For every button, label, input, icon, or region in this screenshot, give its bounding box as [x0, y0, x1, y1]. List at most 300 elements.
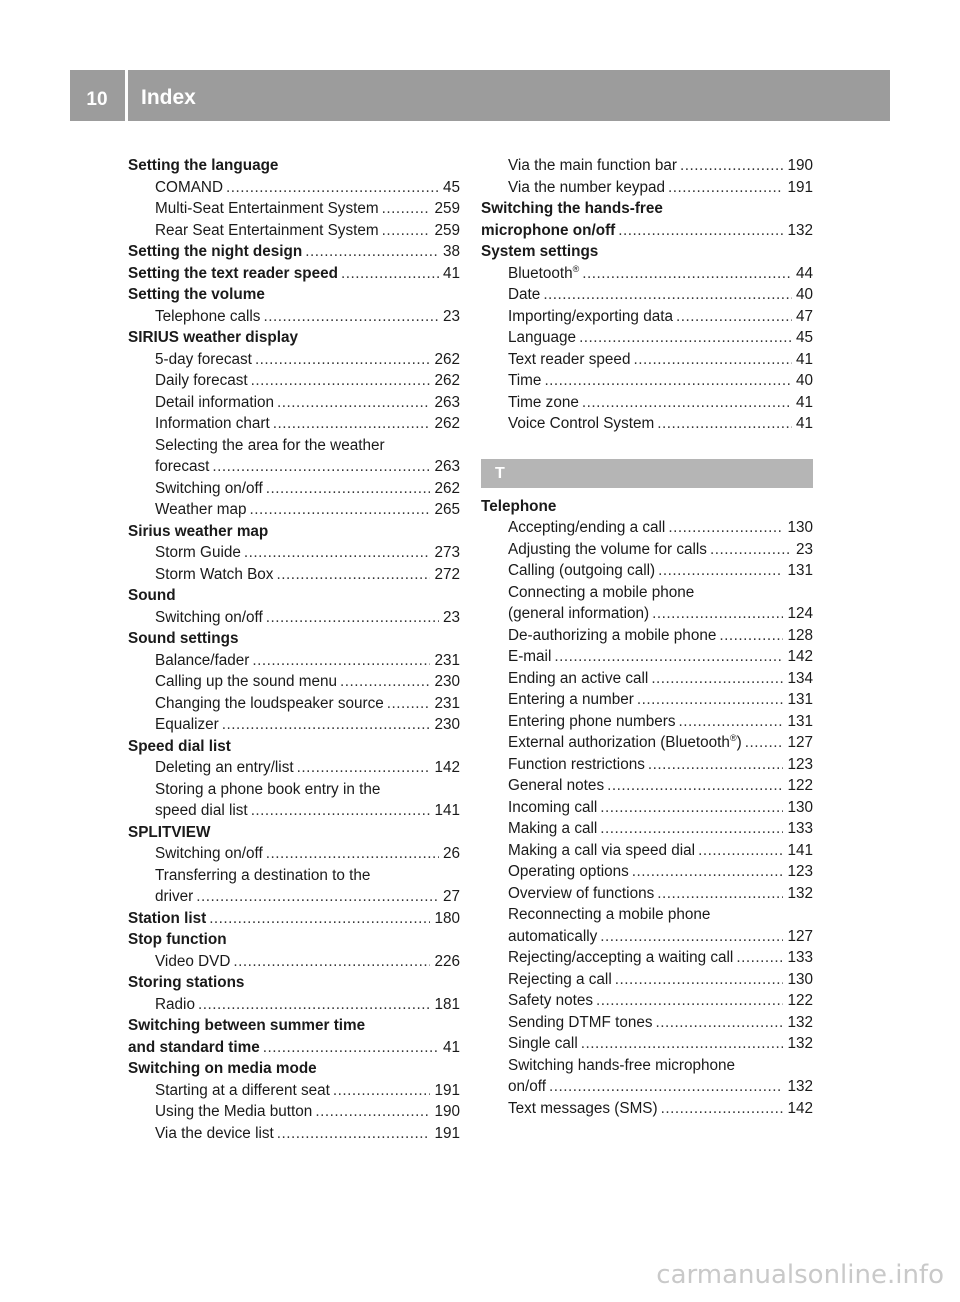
entry-text: Reconnecting a mobile phone: [508, 906, 711, 923]
index-entry-sub: [481, 392, 813, 414]
index-entry-sub: [128, 435, 460, 457]
page-reference: 26: [442, 845, 460, 862]
entry-text: Setting the text reader speed: [128, 264, 338, 282]
entry-text: driver: [155, 888, 194, 905]
page-reference: 142: [787, 1099, 813, 1117]
entry-text: Telephone calls: [155, 307, 261, 325]
dot-leader: [633, 349, 792, 371]
index-entry-sub: [481, 904, 813, 926]
page-reference: 263: [434, 458, 460, 475]
registered-mark: ®: [572, 263, 580, 274]
page-reference: 41: [795, 415, 813, 432]
page-reference: 132: [787, 1013, 813, 1031]
dot-leader: [263, 1037, 439, 1059]
dot-leader: [618, 220, 783, 242]
page-reference: 132: [787, 221, 813, 239]
entry-text: Making a call via speed dial: [508, 841, 696, 859]
page-reference: 40: [795, 372, 813, 389]
dot-leader: [745, 732, 784, 754]
dot-leader: [266, 607, 439, 629]
dot-leader: [658, 560, 783, 582]
index-entry-sub: [128, 413, 460, 435]
dot-leader: [668, 177, 783, 199]
page-reference: 262: [434, 479, 460, 497]
index-entry-sub: [481, 797, 813, 819]
entry-text: Overview of functions: [508, 884, 655, 902]
page-reference: 23: [795, 540, 813, 558]
page-reference: 128: [787, 626, 813, 644]
dot-leader: [305, 241, 439, 263]
dot-leader: [255, 349, 431, 371]
entry-text: Using the Media button: [155, 1103, 313, 1120]
page-reference: 131: [787, 691, 813, 708]
index-entry-main: [128, 1037, 460, 1059]
page-number: 10: [86, 88, 108, 110]
dot-leader: [651, 668, 783, 690]
index-entry-sub: [128, 693, 460, 715]
index-entry-sub: [128, 349, 460, 371]
page-reference: 127: [787, 734, 813, 751]
dot-leader: [579, 327, 792, 349]
index-list-right-top: [481, 155, 813, 435]
entry-text: (general information): [508, 605, 650, 622]
entry-text: microphone on/off: [481, 221, 616, 239]
index-entry-sub: [128, 714, 460, 736]
index-entry-sub: [481, 370, 813, 392]
entry-text: Information chart: [155, 415, 270, 432]
entry-text: Setting the volume: [128, 286, 265, 303]
index-entry-sub: [481, 732, 813, 754]
dot-leader: [652, 603, 783, 625]
page-reference: 190: [434, 1103, 460, 1120]
entry-text: Single call: [508, 1035, 578, 1052]
entry-text: Voice Control System: [508, 415, 655, 432]
index-entry-main: [128, 155, 460, 177]
entry-text: Language: [508, 329, 577, 346]
entry-text: Multi-Seat Entertainment System: [155, 200, 379, 217]
index-entry-sub: [481, 883, 813, 905]
index-entry-sub: [481, 177, 813, 199]
entry-text: External authorization (Bluetooth®): [508, 732, 742, 751]
entry-text: Storm Watch Box: [155, 565, 274, 583]
entry-text: System settings: [481, 243, 599, 260]
entry-text: Entering a number: [508, 691, 634, 708]
page-reference: 259: [434, 221, 460, 239]
entry-text: Importing/exporting data: [508, 307, 673, 325]
index-entry-sub: [128, 177, 460, 199]
page-reference: 41: [442, 264, 460, 282]
page-reference: 230: [434, 716, 460, 733]
index-entry-sub: [128, 392, 460, 414]
entry-text: Station list: [128, 909, 207, 927]
index-entry-sub: [128, 671, 460, 693]
dot-leader: [736, 947, 783, 969]
dot-leader: [382, 198, 431, 220]
page-reference: 191: [787, 178, 813, 196]
entry-text: Via the number keypad: [508, 178, 666, 196]
entry-text: forecast: [155, 458, 210, 475]
index-entry-main: [128, 1058, 460, 1080]
page-reference: 44: [795, 264, 813, 282]
section-gap: [481, 435, 813, 459]
index-entry-sub: [481, 775, 813, 797]
dot-leader: [661, 1098, 784, 1120]
entry-text: Accepting/ending a call: [508, 519, 666, 536]
index-entry-main: [128, 521, 460, 543]
index-entry-sub: [128, 499, 460, 521]
entry-text: De-authorizing a mobile phone: [508, 626, 717, 644]
page-reference: 262: [434, 350, 460, 368]
section-header-t: T: [481, 459, 813, 488]
entry-text: Bluetooth®: [508, 263, 580, 282]
entry-text: Sound: [128, 587, 176, 604]
dot-leader: [251, 800, 431, 822]
index-entry-sub: [481, 861, 813, 883]
index-entry-sub: [481, 840, 813, 862]
index-entry-main: [128, 822, 460, 844]
index-entry-sub: [128, 306, 460, 328]
dot-leader: [632, 861, 784, 883]
dot-leader: [277, 1123, 431, 1145]
entry-text: Daily forecast: [155, 372, 248, 389]
dot-leader: [212, 456, 430, 478]
dot-leader: [600, 818, 783, 840]
entry-text: Calling (outgoing call): [508, 562, 656, 579]
page-reference: 273: [434, 544, 460, 561]
dot-leader: [637, 689, 784, 711]
entry-text: Detail information: [155, 393, 275, 411]
entry-text: E-mail: [508, 648, 552, 665]
dot-leader: [209, 908, 430, 930]
page-reference: 141: [434, 802, 460, 819]
dot-leader: [549, 1076, 783, 1098]
dot-leader: [198, 994, 431, 1016]
entry-text: Text reader speed: [508, 350, 631, 368]
entry-text: Time: [508, 372, 542, 389]
page-reference: 122: [787, 992, 813, 1009]
page-reference: 262: [434, 372, 460, 389]
dot-leader: [607, 775, 783, 797]
dot-leader: [543, 284, 792, 306]
index-entry-sub: [481, 539, 813, 561]
entry-text: Selecting the area for the weather: [155, 436, 385, 454]
index-entry-sub: [481, 263, 813, 285]
index-entry-sub: [128, 198, 460, 220]
page-reference: 230: [434, 673, 460, 690]
index-entry-sub: [481, 306, 813, 328]
page-reference: 123: [787, 755, 813, 773]
entry-text: Setting the night design: [128, 243, 303, 260]
entry-text: Rejecting/accepting a waiting call: [508, 949, 734, 966]
dot-leader: [657, 883, 783, 905]
page-reference: 133: [787, 949, 813, 966]
index-entry-sub: [128, 886, 460, 908]
dot-leader: [266, 478, 431, 500]
dot-leader: [657, 413, 792, 435]
dot-leader: [719, 625, 783, 647]
entry-text: Weather map: [155, 501, 247, 518]
dot-leader: [244, 542, 431, 564]
index-entry-main: [481, 496, 813, 518]
dot-leader: [582, 392, 792, 414]
page-reference: 41: [795, 393, 813, 411]
dot-leader: [252, 650, 430, 672]
entry-text: SIRIUS weather display: [128, 329, 299, 346]
index-entry-sub: [128, 607, 460, 629]
page-reference: 259: [434, 200, 460, 217]
entry-text: Function restrictions: [508, 755, 645, 773]
dot-leader: [554, 646, 783, 668]
dot-leader: [582, 263, 792, 285]
index-entry-sub: [481, 1012, 813, 1034]
index-entry-sub: [481, 990, 813, 1012]
entry-text: COMAND: [155, 178, 223, 196]
index-entry-sub: [128, 843, 460, 865]
dot-leader: [340, 671, 430, 693]
page-reference: 272: [434, 565, 460, 583]
entry-text: Switching on/off: [155, 608, 263, 626]
dot-leader: [544, 370, 792, 392]
dot-leader: [656, 1012, 784, 1034]
index-entry-sub: [481, 603, 813, 625]
index-entry-sub: [481, 947, 813, 969]
index-entry-sub: [481, 625, 813, 647]
page-reference: 265: [434, 501, 460, 518]
page-reference: 47: [795, 307, 813, 325]
entry-text: Starting at a different seat: [155, 1081, 330, 1099]
entry-text: Operating options: [508, 863, 629, 880]
entry-text: Making a call: [508, 820, 598, 837]
entry-text: and standard time: [128, 1038, 260, 1056]
entry-text: Changing the loudspeaker source: [155, 694, 384, 712]
index-entry-sub: [481, 413, 813, 435]
index-entry-main: [128, 1015, 460, 1037]
index-entry-main: [128, 327, 460, 349]
dot-leader: [600, 797, 783, 819]
entry-text: Ending an active call: [508, 669, 649, 687]
entry-text: Switching hands-free microphone: [508, 1056, 736, 1074]
entry-text: Setting the language: [128, 157, 279, 174]
index-entry-sub: [481, 1076, 813, 1098]
entry-text: Speed dial list: [128, 737, 231, 755]
page-reference: 181: [434, 995, 460, 1013]
index-entry-sub: [128, 564, 460, 586]
entry-text: Connecting a mobile phone: [508, 583, 695, 601]
page-reference: 27: [442, 888, 460, 905]
page-reference: 141: [787, 841, 813, 859]
page-reference: 132: [787, 1035, 813, 1052]
index-entry-sub: [481, 754, 813, 776]
entry-text: automatically: [508, 927, 598, 945]
index-entry-sub: [481, 1033, 813, 1055]
entry-text: Via the device list: [155, 1124, 274, 1142]
entry-text: Deleting an entry/list: [155, 759, 294, 776]
entry-text: SPLITVIEW: [128, 823, 211, 841]
page-reference: 23: [442, 307, 460, 325]
page-reference: 131: [787, 712, 813, 730]
dot-leader: [226, 177, 439, 199]
index-entry-sub: [481, 926, 813, 948]
dot-leader: [266, 843, 439, 865]
index-entry-sub: [481, 582, 813, 604]
index-entry-sub: [481, 668, 813, 690]
page-reference: 130: [787, 970, 813, 988]
index-entry-sub: [481, 327, 813, 349]
index-entry-sub: [481, 969, 813, 991]
entry-text: Telephone: [481, 497, 557, 515]
page-reference: 40: [795, 286, 813, 303]
page-reference: 231: [434, 694, 460, 712]
page-reference: 45: [795, 329, 813, 346]
page-reference: 142: [787, 648, 813, 665]
index-entry-sub: [128, 478, 460, 500]
dot-leader: [251, 370, 431, 392]
page-reference: 41: [442, 1038, 460, 1056]
index-entry-sub: [128, 542, 460, 564]
index-entry-sub: [481, 646, 813, 668]
entry-text: Storm Guide: [155, 544, 241, 561]
index-entry-sub: [128, 994, 460, 1016]
page-reference: 180: [434, 909, 460, 927]
index-entry-sub: [481, 517, 813, 539]
index-entry-sub: [481, 818, 813, 840]
registered-mark: ®: [729, 732, 737, 743]
dot-leader: [596, 990, 783, 1012]
page-reference: 23: [442, 608, 460, 626]
entry-text: Rear Seat Entertainment System: [155, 221, 379, 239]
entry-text: Stop function: [128, 931, 227, 948]
index-entry-sub: [128, 779, 460, 801]
index-entry-main: [128, 736, 460, 758]
page-reference: 263: [434, 393, 460, 411]
entry-text: Video DVD: [155, 952, 231, 970]
entry-text: Switching the hands-free: [481, 200, 663, 217]
index-entry-sub: [128, 865, 460, 887]
watermark: carmanualsonline.info: [656, 1260, 944, 1290]
index-entry-main: [128, 908, 460, 930]
index-entry-sub: [128, 951, 460, 973]
index-entry-main: [128, 929, 460, 951]
index-entry-sub: [128, 370, 460, 392]
entry-text: Switching between summer time: [128, 1017, 366, 1034]
entry-text: Switching on media mode: [128, 1060, 317, 1077]
index-column-left: [128, 155, 460, 1144]
index-entry-main: [481, 198, 813, 220]
dot-leader: [196, 886, 439, 908]
page-header: [70, 70, 890, 121]
index-entry-main: [128, 585, 460, 607]
entry-text: speed dial list: [155, 802, 248, 819]
dot-leader: [315, 1101, 430, 1123]
entry-text: Adjusting the volume for calls: [508, 540, 707, 558]
page-reference: 45: [442, 178, 460, 196]
index-entry-sub: [481, 1098, 813, 1120]
index-entry-sub: [481, 689, 813, 711]
dot-leader: [581, 1033, 784, 1055]
entry-text: Transferring a destination to the: [155, 866, 371, 884]
page-reference: 122: [787, 777, 813, 794]
page-reference: 231: [434, 651, 460, 669]
entry-text: Sound settings: [128, 630, 239, 647]
dot-leader: [710, 539, 792, 561]
entry-text: Calling up the sound menu: [155, 673, 337, 690]
page-reference: 130: [787, 519, 813, 536]
entry-text: Balance/fader: [155, 651, 250, 669]
dot-leader: [263, 306, 439, 328]
page-reference: 38: [442, 243, 460, 260]
page-reference: 226: [434, 952, 460, 970]
index-entry-main: [481, 241, 813, 263]
page-reference: 131: [787, 562, 813, 579]
index-entry-sub: [481, 284, 813, 306]
page-title: Index: [141, 85, 196, 109]
dot-leader: [648, 754, 784, 776]
page-reference: 130: [787, 798, 813, 816]
page-reference: 191: [434, 1081, 460, 1099]
dot-leader: [276, 564, 430, 586]
entry-text: Sending DTMF tones: [508, 1013, 653, 1031]
index-entry-sub: [481, 155, 813, 177]
dot-leader: [222, 714, 431, 736]
dot-leader: [680, 155, 784, 177]
index-entry-sub: [481, 711, 813, 733]
dot-leader: [250, 499, 431, 521]
page-reference: 124: [787, 605, 813, 622]
header-divider: [125, 70, 128, 121]
entry-text: Date: [508, 286, 541, 303]
page-reference: 142: [434, 759, 460, 776]
page-reference: 262: [434, 415, 460, 432]
dot-leader: [387, 693, 431, 715]
dot-leader: [277, 392, 430, 414]
index-column-right: [481, 155, 813, 1119]
index-list-right-bottom: [481, 496, 813, 1120]
index-entry-main: [128, 284, 460, 306]
entry-text: Via the main function bar: [508, 157, 677, 174]
index-entry-sub: [128, 757, 460, 779]
dot-leader: [615, 969, 784, 991]
index-entry-sub: [128, 650, 460, 672]
entry-text: Safety notes: [508, 992, 594, 1009]
entry-text: General notes: [508, 777, 605, 794]
page-reference: 132: [787, 1078, 813, 1095]
dot-leader: [233, 951, 430, 973]
index-entry-sub: [128, 1080, 460, 1102]
entry-text: Storing a phone book entry in the: [155, 780, 381, 798]
index-entry-main: [481, 220, 813, 242]
page-reference: 191: [434, 1124, 460, 1142]
dot-leader: [668, 517, 783, 539]
index-entry-sub: [128, 800, 460, 822]
entry-text: Switching on/off: [155, 479, 263, 497]
index-entry-sub: [128, 1123, 460, 1145]
index-entry-main: [128, 263, 460, 285]
dot-leader: [333, 1080, 431, 1102]
page-reference: 127: [787, 927, 813, 945]
page-reference: 134: [787, 669, 813, 687]
index-entry-sub: [128, 1101, 460, 1123]
index-entry-main: [128, 628, 460, 650]
entry-text: Switching on/off: [155, 845, 263, 862]
entry-text: Radio: [155, 995, 195, 1013]
dot-leader: [341, 263, 439, 285]
dot-leader: [600, 926, 783, 948]
entry-text: Entering phone numbers: [508, 712, 676, 730]
page-reference: 41: [795, 350, 813, 368]
page-reference: 123: [787, 863, 813, 880]
dot-leader: [273, 413, 431, 435]
entry-text: Sirius weather map: [128, 522, 269, 540]
